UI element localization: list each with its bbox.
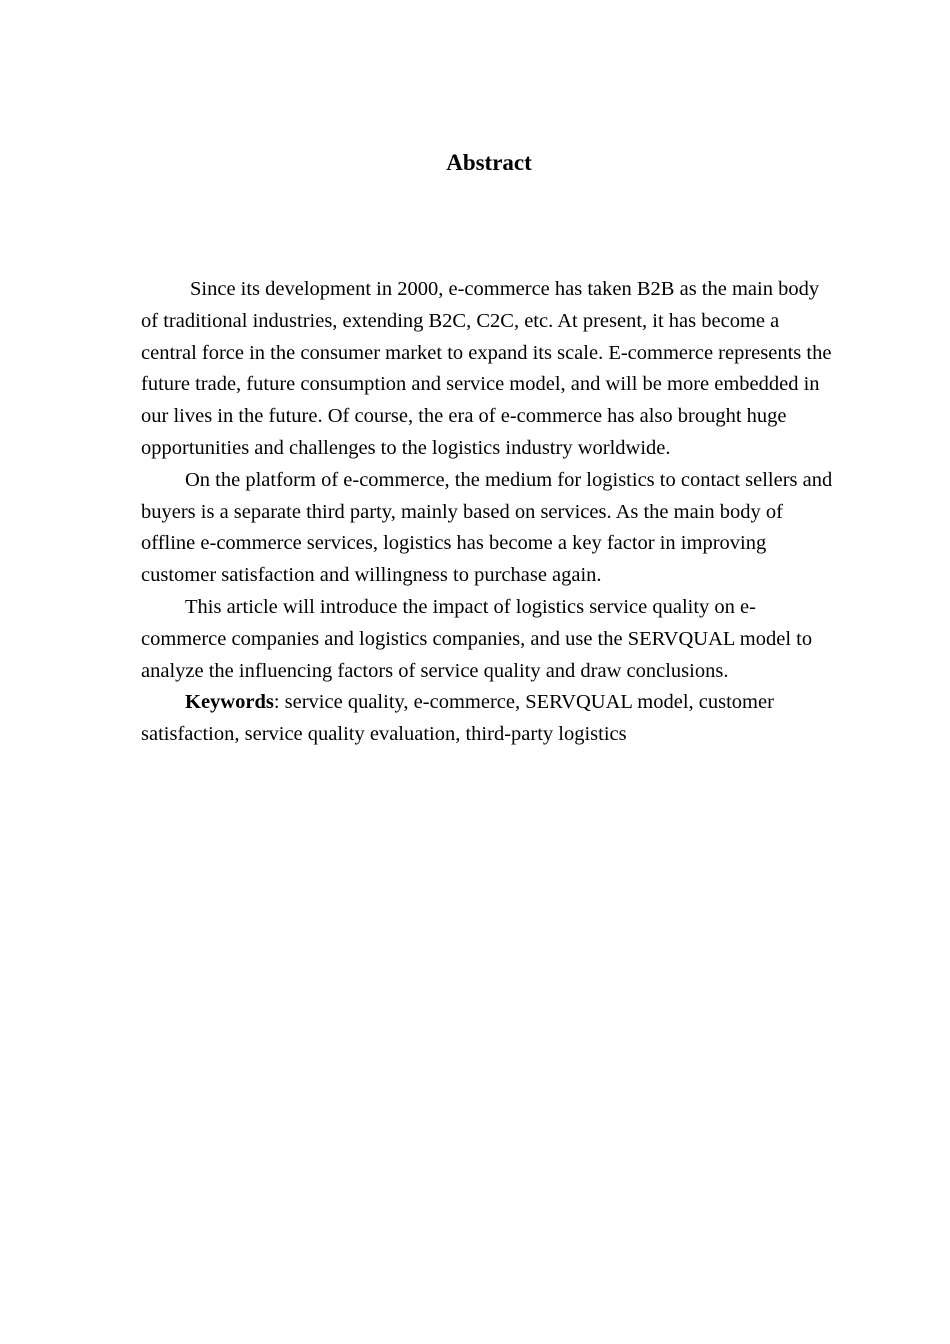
abstract-paragraph-1: Since its development in 2000, e-commerce has taken B2B as the main body of traditional industries, extending B2C, C2C, etc. At present, it has become a central force in the consumer market to expand its scale. E-commerce represents the future trade, future consumption and service model, and will be more embedded in our lives in the future. Of course, the era of e-commerce has also brought huge opportunities and challenges to the logistics industry worldwide. (141, 278, 832, 459)
abstract-body (141, 274, 837, 751)
abstract-paragraph-3: This article will introduce the impact of logistics service quality on e-commerce companies and logistics companies, and use the SERVQUAL model to analyze the influencing factors of service quality and draw conclusions. (141, 595, 813, 682)
keywords-paragraph (141, 687, 837, 751)
keywords-label: Keywords (185, 691, 274, 714)
keywords-separator: : (273, 691, 285, 714)
abstract-title: Abstract (446, 150, 532, 175)
keywords-list: service quality, e-commerce, SERVQUAL model, customer satisfaction, service quality evaluation, third-party logistics (141, 691, 774, 746)
abstract-paragraph-2: On the platform of e-commerce, the medium for logistics to contact sellers and buyers is a separate third party, mainly based on services. As the main body of offline e-commerce services, logistics has become a key factor in improving customer satisfaction and willingness to purchase again. (141, 468, 833, 587)
